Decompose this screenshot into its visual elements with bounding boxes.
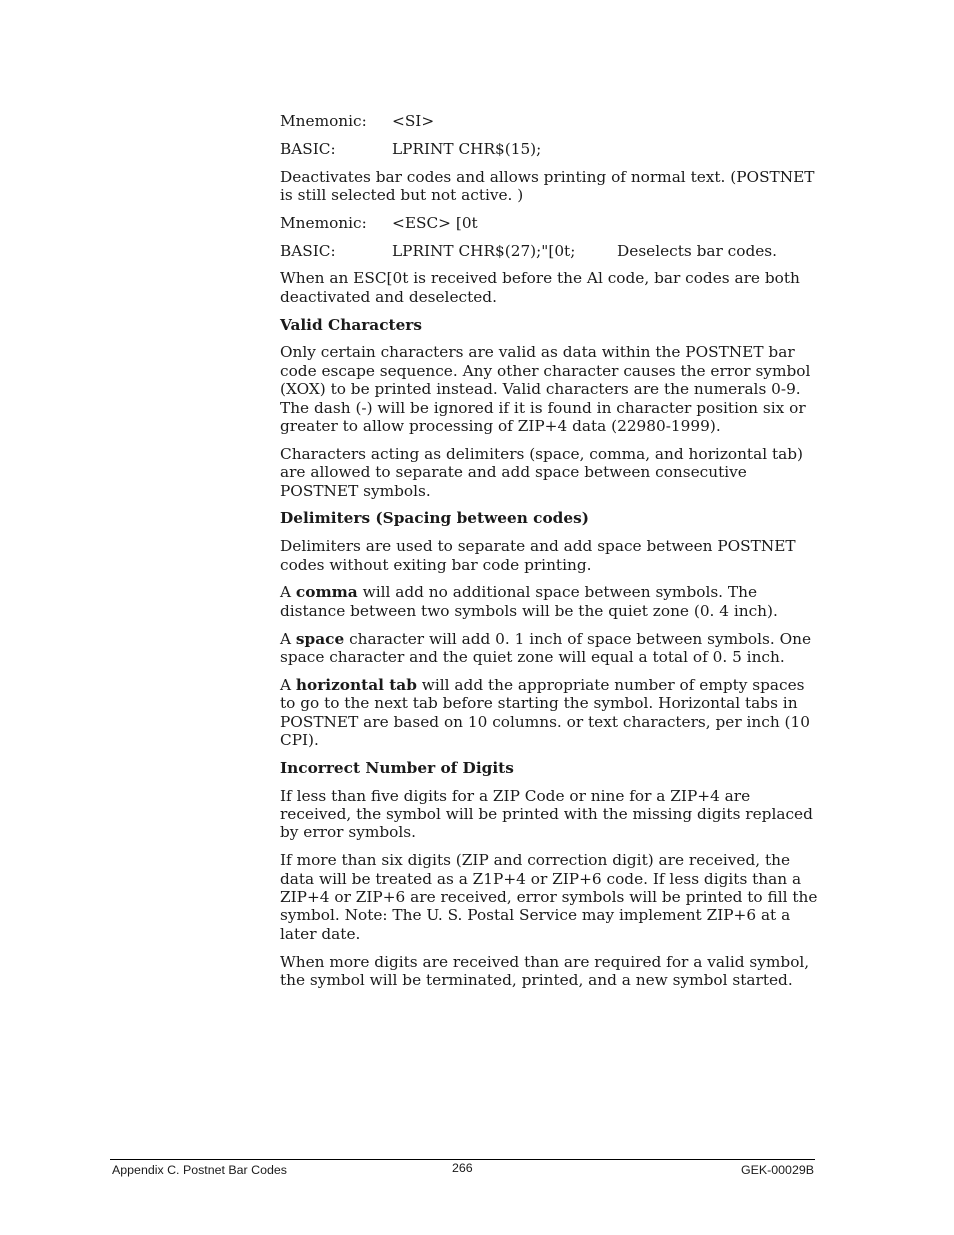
- page-body: [280, 112, 818, 999]
- mnemonic-value: <ESC> [0t: [392, 213, 478, 232]
- footer-section-title: Appendix C. Postnet Bar Codes: [112, 1163, 287, 1177]
- basic-label: BASIC:: [280, 139, 336, 158]
- paragraph-delimiters: Delimiters are used to separate and add space between POSTNET codes without exiting bar code printing.: [280, 537, 796, 574]
- paragraph-incorrect-3: When more digits are received than are required for a valid symbol, the symbol will be terminated, printed, and a new symbol started.: [280, 952, 810, 990]
- paragraph-valid-2: Characters acting as delimiters (space, comma, and horizontal tab) are allowed to separate and add space between consecutive POSTNET symbols.: [280, 444, 803, 500]
- paragraph-incorrect-1: If less than five digits for a ZIP Code or nine for a ZIP+4 are received, the symbol will be printed with the missing digits replaced by error symbols.: [280, 786, 813, 842]
- paragraph-incorrect-2: If more than six digits (ZIP and correction digit) are received, the data will be treated as a Z1P+4 or ZIP+6 code. If less digits than a ZIP+4 or ZIP+6 are received, error symbols will be printed to fill the symbol. Note: The U. S. Postal Service may implement ZIP+6 at a later date.: [280, 851, 818, 943]
- term-horizontal-tab: horizontal tab: [295, 675, 417, 694]
- document-id: GEK-00029B: [740, 1163, 814, 1177]
- basic-row-esc: [280, 242, 818, 260]
- paragraph-horizontal-tab: A horizontal tab will add the appropriate number of empty spaces to go to the next tab before starting the symbol. Horizontal tabs in POSTNET are based on 10 columns. or text characters, per inch (10 CPI).: [280, 675, 810, 749]
- paragraph-comma: A comma will add no additional space between symbols. The distance between two symbols will be the quiet zone (0. 4 inch).: [280, 583, 778, 620]
- paragraph-deactivates: Deactivates bar codes and allows printing of normal text. (POSTNET is still selected but not active. ): [280, 167, 815, 204]
- basic-value: LPRINT CHR$(27);"[0t;: [392, 241, 576, 260]
- heading-delimiters: Delimiters (Spacing between codes): [280, 509, 589, 528]
- footer-divider: [110, 1159, 815, 1160]
- basic-comment: Deselects bar codes.: [617, 241, 778, 260]
- term-comma: comma: [295, 583, 358, 602]
- paragraph-esc-received: When an ESC[0t is received before the Al code, bar codes are both deactivated and deselected.: [280, 269, 800, 306]
- mnemonic-label: Mnemonic:: [280, 213, 367, 232]
- page-number: 266: [452, 1161, 473, 1175]
- basic-value: LPRINT CHR$(15);: [392, 139, 542, 158]
- mnemonic-row-si: [280, 112, 818, 130]
- heading-valid-characters: Valid Characters: [280, 315, 422, 334]
- heading-incorrect-digits: Incorrect Number of Digits: [280, 758, 514, 777]
- paragraph-space: A space character will add 0. 1 inch of space between symbols. One space character and the quiet zone will equal a total of 0. 5 inch.: [280, 629, 812, 666]
- paragraph-valid-1: Only certain characters are valid as data within the POSTNET bar code escape sequence. Any other character causes the error symbol (XOX) to be printed instead. Valid characters are the numerals 0-9. The dash (-) will be ignored if it is found in character position six or greater to allow processing of ZIP+4 data (22980-1999).: [280, 343, 811, 435]
- basic-row-si: [280, 140, 818, 158]
- basic-label: BASIC:: [280, 241, 336, 260]
- mnemonic-label: Mnemonic:: [280, 112, 367, 130]
- term-space: space: [295, 629, 345, 648]
- mnemonic-value: <SI>: [392, 112, 435, 130]
- mnemonic-row-esc: [280, 214, 818, 232]
